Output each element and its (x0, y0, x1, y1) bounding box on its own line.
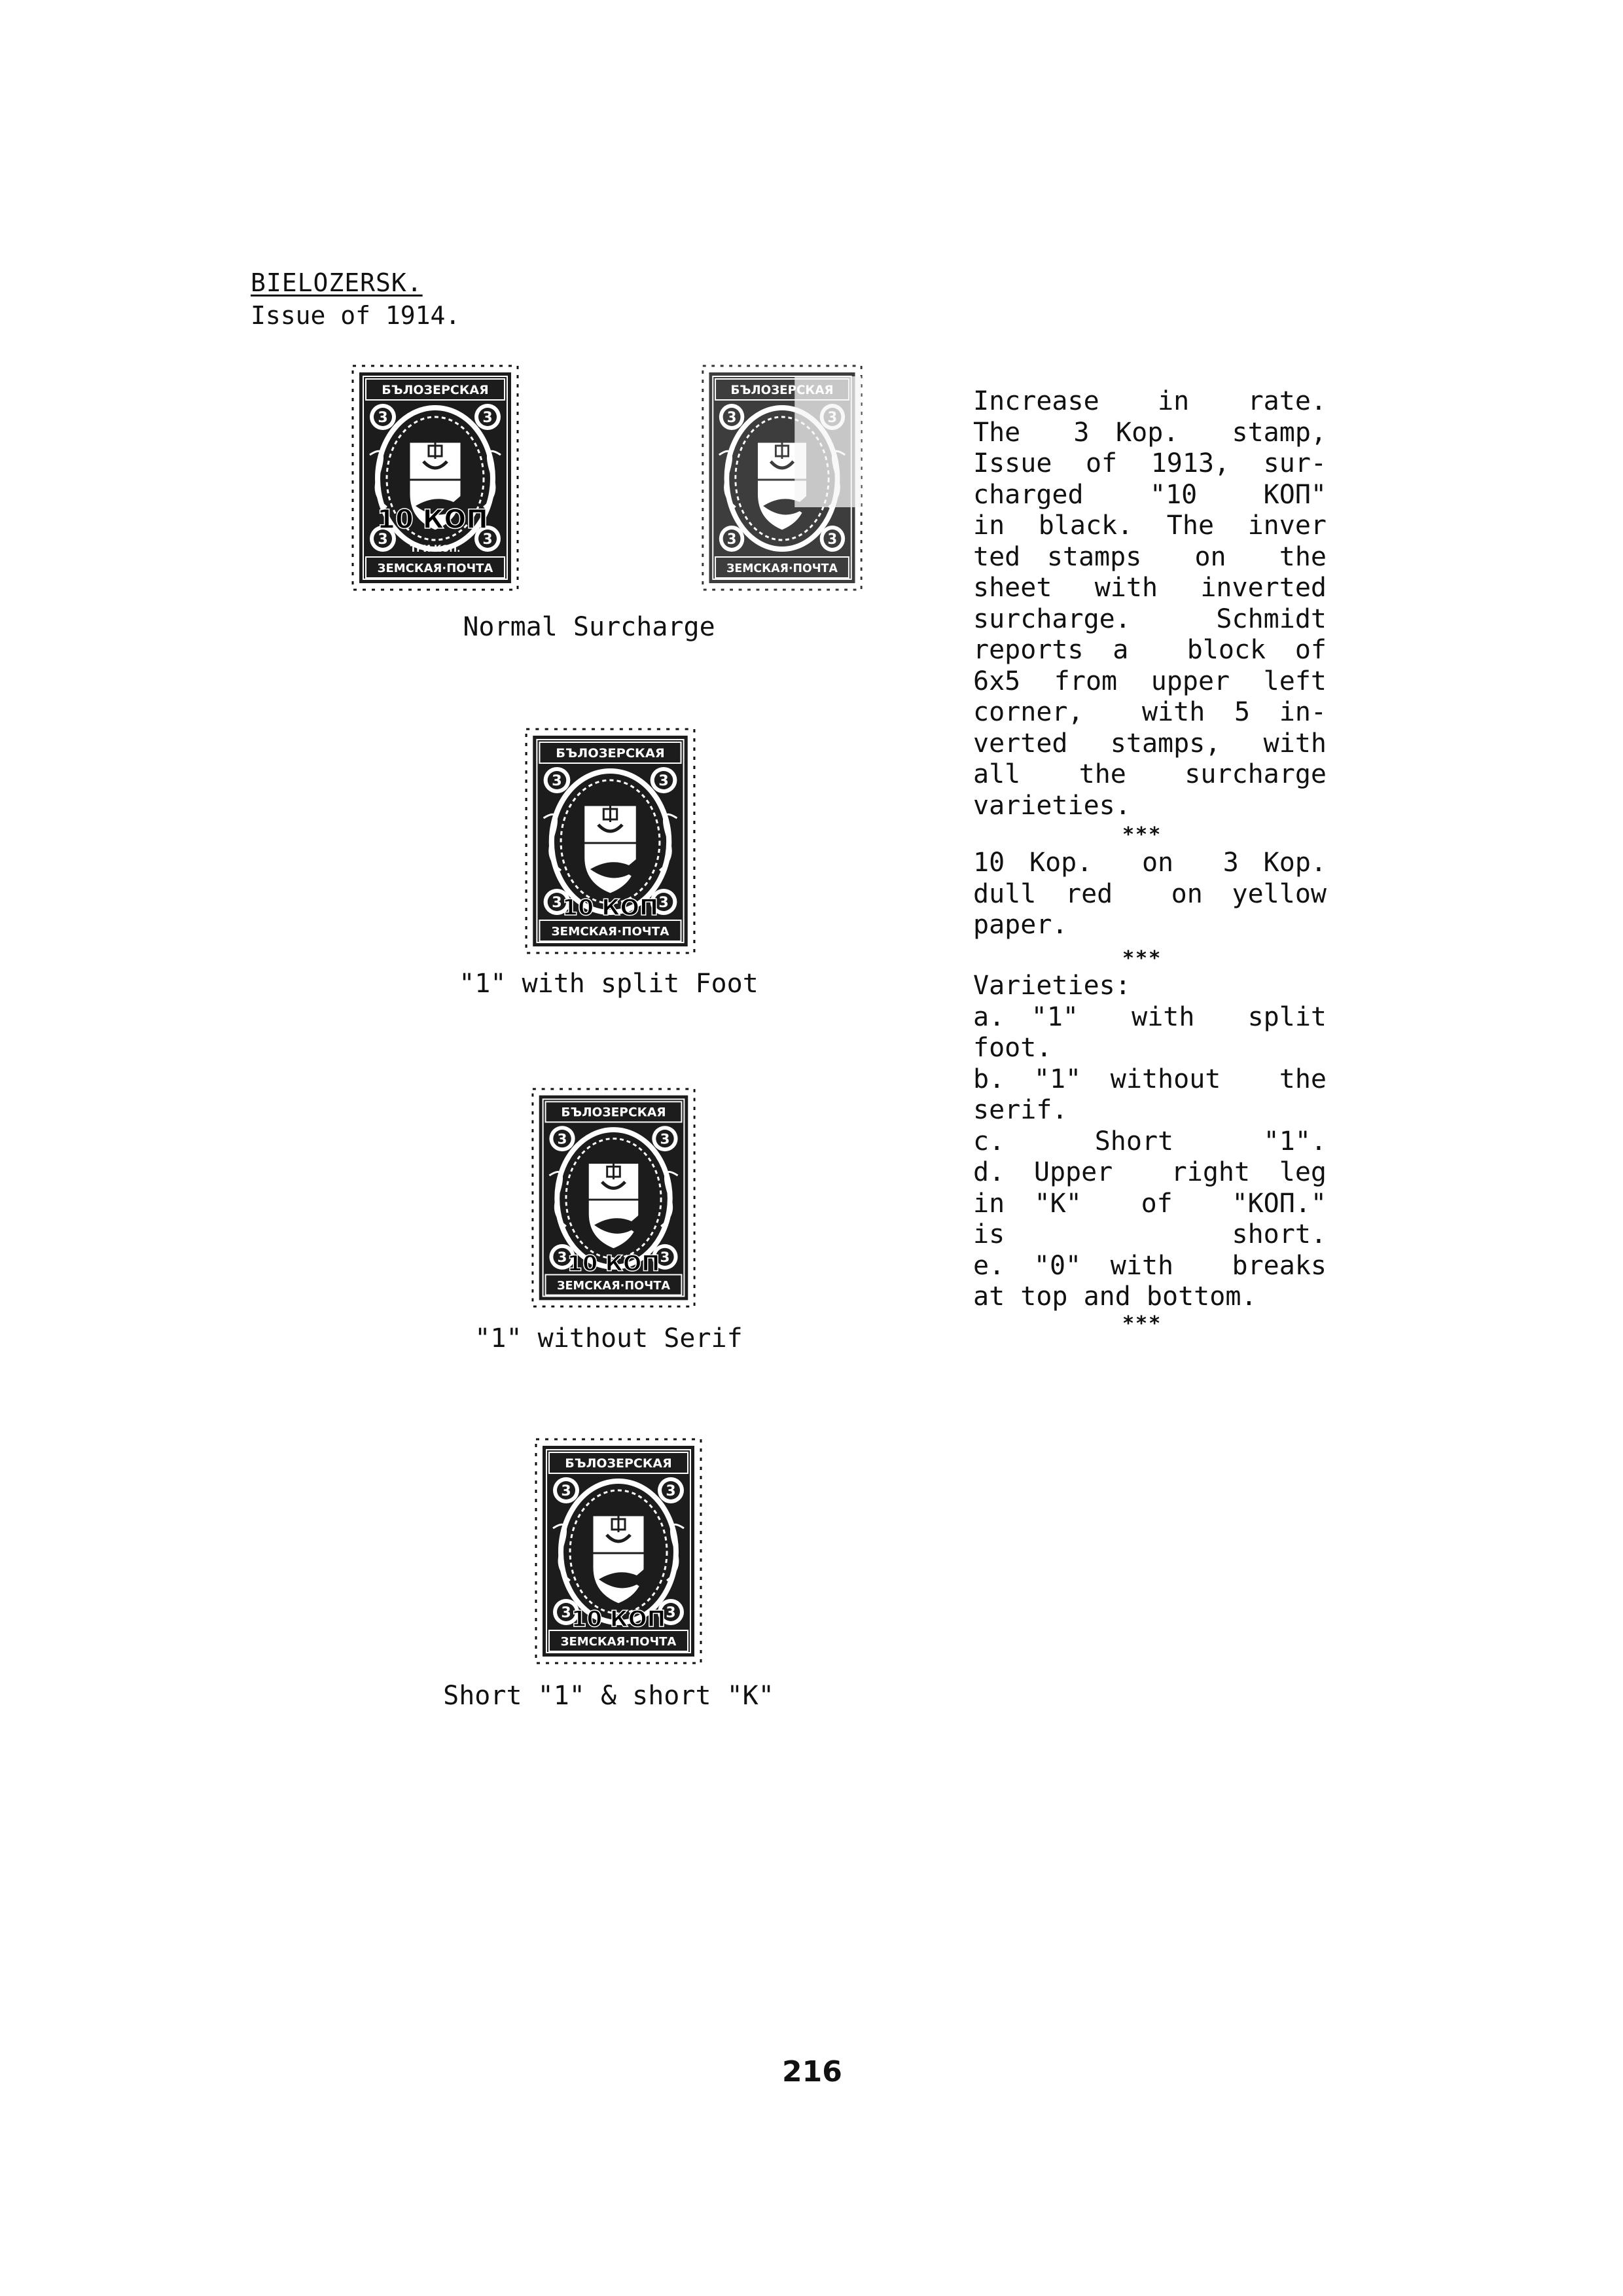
text-line: surcharge. Schmidt (973, 603, 1327, 634)
text-line: The 3 Kop. stamp, (973, 417, 1327, 448)
svg-text:БЪЛОЗЕРСКАЯ: БЪЛОЗЕРСКАЯ (556, 745, 665, 761)
text-line: varieties. (973, 790, 1131, 821)
description-varieties-list (973, 971, 1327, 1313)
stamp-short-1-short-k (533, 1437, 704, 1666)
text-line: c. Short "1". (973, 1126, 1327, 1157)
caption-normal-surcharge: Normal Surcharge (463, 612, 715, 642)
text-line: in "K" of "КОП." (973, 1188, 1327, 1219)
section-title: BIELOZERSK. (251, 268, 423, 297)
separator-stars-3: *** (1122, 1312, 1162, 1335)
caption-without-serif: "1" without Serif (474, 1323, 743, 1354)
description-paragraph-color (973, 848, 1327, 941)
svg-text:ЗЕМСКАЯ·ПОЧТА: ЗЕМСКАЯ·ПОЧТА (726, 562, 838, 576)
svg-text:ЗЕМСКАЯ·ПОЧТА: ЗЕМСКАЯ·ПОЧТА (560, 1635, 677, 1649)
text-line: in black. The inver (973, 511, 1327, 541)
text-line: is short. (973, 1219, 1327, 1249)
separator-stars-2: *** (1122, 947, 1162, 970)
text-line: ted stamps on the (973, 541, 1327, 572)
stamp-split-foot (524, 726, 697, 956)
text-line: Varieties: (973, 971, 1131, 1001)
stamp-normal (350, 363, 520, 592)
page-number: 216 (782, 2055, 842, 2089)
text-line: e. "0" with breaks (973, 1250, 1327, 1281)
text-line: corner, with 5 in- (973, 697, 1327, 727)
text-line: reports a block of (973, 635, 1327, 665)
text-line: serif. (973, 1095, 1068, 1125)
text-line: paper. (973, 910, 1068, 940)
text-line: Issue of 1913, sur- (973, 448, 1327, 478)
text-line: b. "1" without the (973, 1064, 1327, 1094)
text-line: foot. (973, 1033, 1052, 1063)
svg-text:10 КОП: 10 КОП (567, 1250, 660, 1276)
svg-text:БЪЛОЗЕРСКАЯ: БЪЛОЗЕРСКАЯ (382, 383, 489, 397)
text-line: d. Upper right leg (973, 1157, 1327, 1187)
text-line: dull red on yellow (973, 878, 1327, 909)
text-line: charged "10 КОП" (973, 479, 1327, 510)
text-line: 6x5 from upper left (973, 666, 1327, 696)
description-paragraph-rate (973, 386, 1327, 821)
separator-stars-1: *** (1122, 823, 1162, 846)
text-line: all the surcharge (973, 759, 1327, 789)
stamp-without-serif (530, 1086, 697, 1309)
svg-text:10 КОП: 10 КОП (562, 895, 659, 921)
text-line: Increase in rate. (973, 386, 1327, 416)
caption-short-1-short-k: Short "1" & short "K" (443, 1681, 774, 1711)
svg-text:ЗЕМСКАЯ·ПОЧТА: ЗЕМСКАЯ·ПОЧТА (556, 1279, 671, 1293)
text-line: verted stamps, with (973, 728, 1327, 759)
svg-text:ТРИ КОП.: ТРИ КОП. (410, 544, 461, 554)
text-line: sheet with inverted (973, 573, 1327, 603)
issue-subtitle: Issue of 1914. (251, 301, 461, 330)
caption-split-foot: "1" with split Foot (459, 969, 758, 999)
svg-text:БЪЛОЗЕРСКАЯ: БЪЛОЗЕРСКАЯ (561, 1105, 666, 1120)
text-line: a. "1" with split (973, 1001, 1327, 1032)
text-line: at top and bottom. (973, 1282, 1257, 1312)
svg-text:10 КОП: 10 КОП (377, 505, 488, 535)
svg-text:БЪЛОЗЕРСКАЯ: БЪЛОЗЕРСКАЯ (730, 383, 834, 398)
svg-text:ЗЕМСКАЯ·ПОЧТА: ЗЕМСКАЯ·ПОЧТА (377, 562, 493, 575)
stamp-inverted (700, 363, 864, 592)
text-line: 10 Kop. on 3 Kop. (973, 848, 1327, 878)
svg-text:БЪЛОЗЕРСКАЯ: БЪЛОЗЕРСКАЯ (565, 1456, 672, 1471)
svg-text:10 КОП: 10 КОП (571, 1606, 666, 1632)
svg-text:ЗЕМСКАЯ·ПОЧТА: ЗЕМСКАЯ·ПОЧТА (551, 925, 669, 939)
